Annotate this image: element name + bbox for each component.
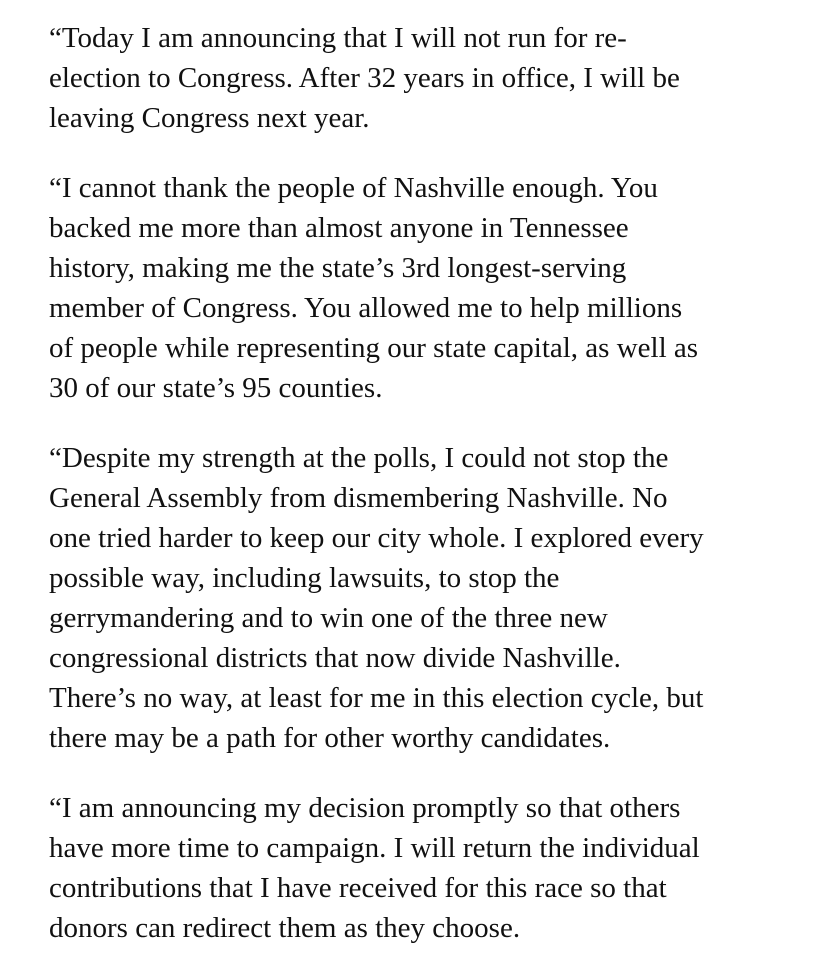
paragraph-1 [49, 18, 819, 138]
paragraph-line: “I cannot thank the people of Nashville enough. You [49, 172, 658, 204]
paragraph-line: backed me more than almost anyone in Tennessee [49, 212, 629, 244]
paragraph-3 [49, 438, 819, 758]
paragraph-line: donors can redirect them as they choose. [49, 912, 521, 944]
paragraph-line: possible way, including lawsuits, to stop the [49, 562, 560, 594]
paragraph-line: history, making me the state’s 3rd longest-serving [49, 252, 627, 284]
statement-body [49, 18, 819, 948]
paragraph-line: have more time to campaign. I will return the individual [49, 832, 700, 864]
paragraph-line: General Assembly from dismembering Nashville. No [49, 482, 668, 514]
paragraph-line: “I am announcing my decision promptly so that others [49, 792, 681, 824]
paragraph-line: gerrymandering and to win one of the three new [49, 602, 608, 634]
paragraph-line: congressional districts that now divide Nashville. [49, 642, 621, 674]
paragraph-line: member of Congress. You allowed me to help millions [49, 292, 683, 324]
paragraph-line: of people while representing our state capital, as well as [49, 332, 699, 364]
paragraph-4 [49, 788, 819, 948]
paragraph-line: contributions that I have received for this race so that [49, 872, 667, 904]
paragraph-line: one tried harder to keep our city whole. I explored every [49, 522, 704, 554]
paragraph-line: leaving Congress next year. [49, 102, 370, 134]
paragraph-line: There’s no way, at least for me in this election cycle, but [49, 682, 704, 714]
paragraph-line: there may be a path for other worthy candidates. [49, 722, 611, 754]
paragraph-2 [49, 168, 819, 408]
paragraph-line: “Despite my strength at the polls, I could not stop the [49, 442, 669, 474]
paragraph-line: 30 of our state’s 95 counties. [49, 372, 383, 404]
paragraph-line: “Today I am announcing that I will not run for re- [49, 22, 627, 54]
paragraph-line: election to Congress. After 32 years in office, I will be [49, 62, 680, 94]
